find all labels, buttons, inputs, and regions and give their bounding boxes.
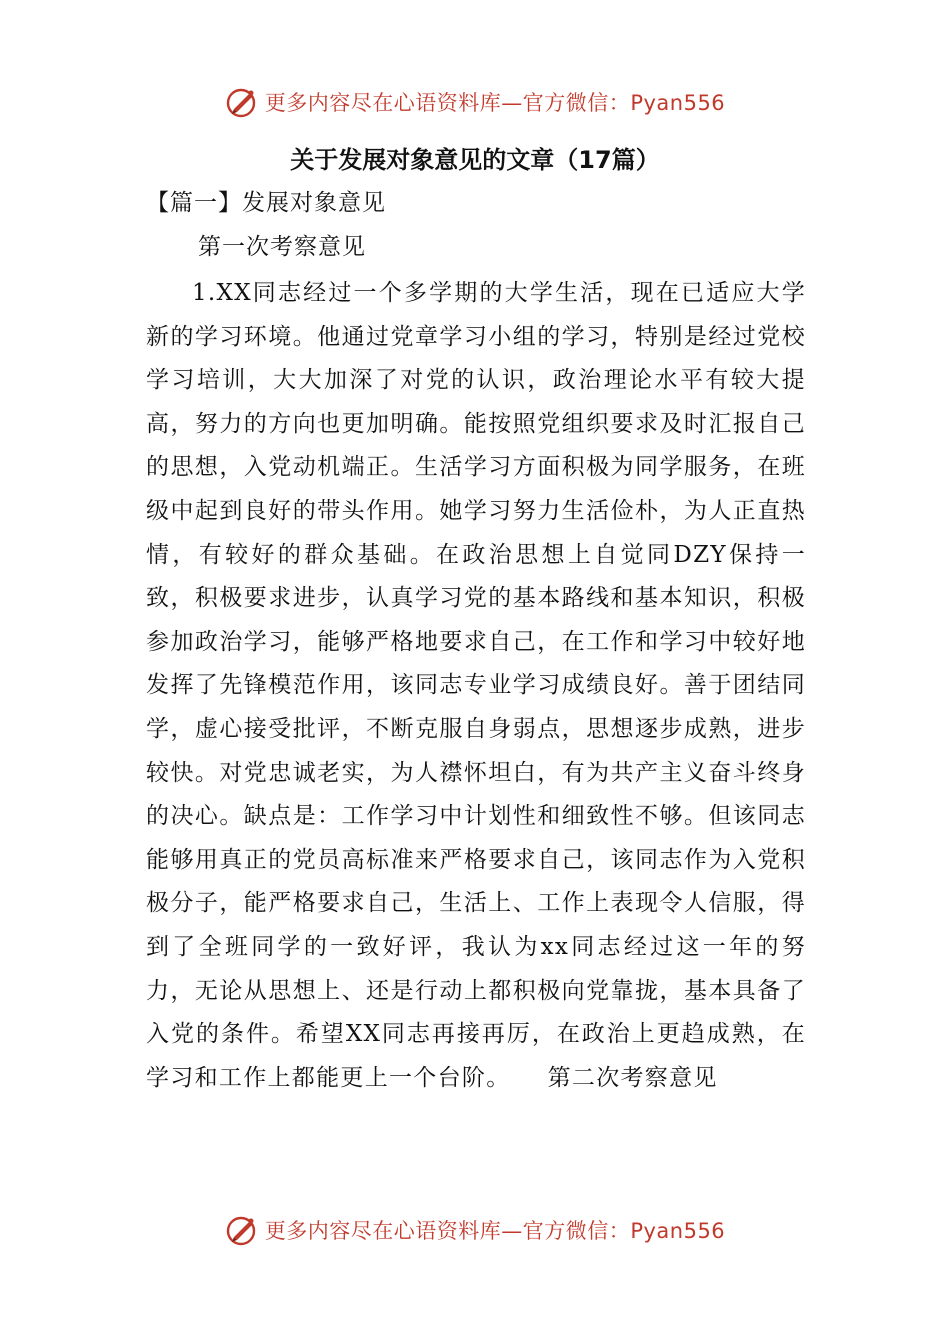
- pen-circle-icon: [225, 1213, 259, 1247]
- body-paragraph: 1.XX同志经过一个多学期的大学生活，现在已适应大学新的学习环境。他通过党章学习小组的学习，特别是经过党校学习培训，大大加深了对党的认识，政治理论水平有较大提高，努力的方向也更加明确。能按照党组织要求及时汇报自己的思想，入党动机端正。生活学习方面积极为同学服务，在班级中起到良好的带头作用。她学习努力生活俭朴，为人正直热情，有较好的群众基础。在政治思想上自觉同DZY保持一致，积极要求进步，认真学习党的基本路线和基本知识，积极参加政治学习，能够严格地要求自己，在工作和学习中较好地发挥了先锋模范作用，该同志专业学习成绩良好。善于团结同学，虚心接受批评，不断克服自身弱点，思想逐步成熟，进步较快。对党忠诚老实，为人襟怀坦白，有为共产主义奋斗终身的决心。缺点是：工作学习中计划性和细致性不够。但该同志能够用真正的党员高标准来严格要求自己，该同志作为入党积极分子，能严格要求自己，生活上、工作上表现令人信服，得到了全班同学的一致好评，我认为xx同志经过这一年的努力，无论从思想上、还是行动上都积极向党靠拢，基本具备了入党的条件。希望XX同志再接再厉，在政治上更趋成熟，在学习和工作上都能更上一个台阶。 第二次考察意见: [146, 280, 806, 1091]
- footer-banner: [0, 1208, 950, 1252]
- wechat-id: Pyan556: [630, 1219, 726, 1243]
- pen-circle-icon: [225, 85, 259, 119]
- banner-text: 更多内容尽在心语资料库—官方微信：Pyan556: [264, 91, 726, 115]
- sub-heading: 第一次考察意见: [198, 234, 366, 260]
- wechat-id: Pyan556: [630, 91, 726, 115]
- header-banner: [0, 80, 950, 124]
- banner-text: 更多内容尽在心语资料库—官方微信：Pyan556: [264, 1219, 726, 1243]
- document-title: 关于发展对象意见的文章（17篇）: [290, 146, 660, 174]
- section-heading: 【篇一】发展对象意见: [146, 190, 386, 216]
